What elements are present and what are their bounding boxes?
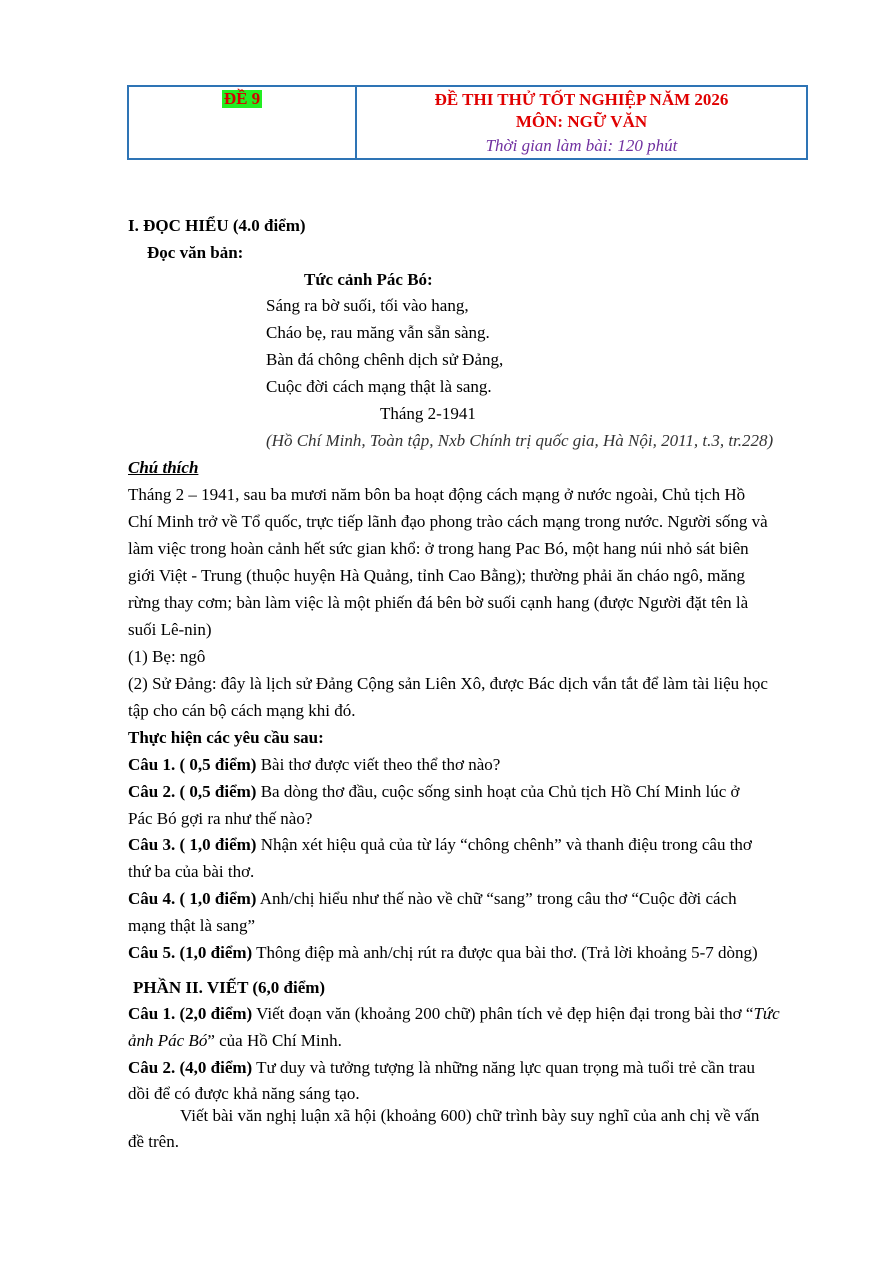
note-line: Tháng 2 – 1941, sau ba mươi năm bôn ba hoạt động cách mạng ở nước ngoài, Chủ tịch Hồ [128, 485, 746, 504]
question-text: Nhận xét hiệu quả của từ láy “chông chênh” và thanh điệu trong câu thơ [256, 835, 752, 854]
writing-question-1-cont [128, 1030, 342, 1052]
question-1 [128, 754, 500, 776]
exam-number: ĐỀ 9 [223, 89, 261, 108]
poem-title: Tức cảnh Pác Bó: [304, 270, 433, 289]
note-line: làm việc trong hoàn cảnh hết sức gian khổ: ở trong hang Pac Bó, một hang núi nhỏ sát biên [128, 539, 749, 558]
note-line: Chí Minh trở về Tổ quốc, trực tiếp lãnh đạo phong trào cách mạng trong nước. Người sống và [128, 512, 768, 531]
poem-line: Bàn đá chông chênh dịch sử Đảng, [266, 350, 504, 369]
question-2-cont: Pác Bó gợi ra như thế nào? [128, 809, 313, 828]
question-label: Câu 2. (4,0 điểm) [128, 1058, 253, 1077]
exam-number-cell [129, 87, 357, 158]
note-line: (1) Bẹ: ngô [128, 647, 206, 666]
question-label: Câu 1. ( 0,5 điểm) [128, 755, 257, 774]
reading-intro: Đọc văn bản: [147, 243, 244, 262]
exam-title-cell [357, 87, 806, 158]
writing-heading: PHẦN II. VIẾT (6,0 điểm) [133, 978, 326, 997]
poem-date: Tháng 2-1941 [380, 404, 476, 423]
writing-question-2-cont: dồi để có được khả năng sáng tạo. [128, 1084, 360, 1103]
poem-line: Cuộc đời cách mạng thật là sang. [266, 377, 492, 396]
poem-line: Cháo bẹ, rau măng vẫn sẵn sàng. [266, 323, 490, 342]
note-heading: Chú thích [128, 458, 199, 477]
question-text: Thông điệp mà anh/chị rút ra được qua bài thơ. (Trả lời khoảng 5-7 dòng) [252, 943, 758, 962]
question-label: Câu 1. (2,0 điểm) [128, 1004, 253, 1023]
exam-header-table [127, 85, 808, 160]
question-label: Câu 5. (1,0 điểm) [128, 943, 253, 962]
question-label: Câu 4. ( 1,0 điểm) [128, 889, 257, 908]
poem-name: ảnh Pác Bó [128, 1031, 208, 1050]
poem-name: Tức [753, 1004, 780, 1023]
poem-line: Sáng ra bờ suối, tối vào hang, [266, 296, 469, 315]
question-text: Viết đoạn văn (khoảng 200 chữ) phân tích vẻ đẹp hiện đại trong bài thơ “ [252, 1004, 754, 1023]
exam-time: Thời gian làm bài: 120 phút [485, 136, 678, 155]
question-text: Bài thơ được viết theo thể thơ nào? [256, 755, 501, 774]
question-4 [128, 888, 737, 910]
writing-task-line: đề trên. [128, 1132, 179, 1151]
question-3-cont: thứ ba của bài thơ. [128, 862, 255, 881]
question-2 [128, 781, 740, 803]
note-line: tập cho cán bộ cách mạng khi đó. [128, 701, 356, 720]
note-line: rừng thay cơm; bàn làm việc là một phiến đá bên bờ suối cạnh hang (được Người đặt tên là [128, 593, 749, 612]
question-4-cont: mạng thật là sang” [128, 916, 255, 935]
writing-task-line: Viết bài văn nghị luận xã hội (khoảng 600) chữ trình bày suy nghĩ của anh chị về vấn [180, 1106, 760, 1125]
task-heading: Thực hiện các yêu cầu sau: [128, 728, 324, 747]
writing-question-2 [128, 1057, 755, 1079]
note-line: suối Lê-nin) [128, 620, 212, 639]
note-line: (2) Sử Đảng: đây là lịch sử Đảng Cộng sản Liên Xô, được Bác dịch vắn tắt để làm tài liệu học [128, 674, 768, 693]
exam-title: ĐỀ THI THỬ TỐT NGHIỆP NĂM 2026 [434, 90, 729, 109]
writing-question-1 [128, 1003, 780, 1025]
question-3 [128, 834, 752, 856]
question-5 [128, 942, 758, 964]
note-line: giới Việt - Trung (thuộc huyện Hà Quảng, tỉnh Cao Bằng); thường phải ăn cháo ngô, măng [128, 566, 745, 585]
question-label: Câu 2. ( 0,5 điểm) [128, 782, 257, 801]
reading-heading: I. ĐỌC HIỂU (4.0 điểm) [128, 216, 306, 235]
poem-source: (Hồ Chí Minh, Toàn tập, Nxb Chính trị quốc gia, Hà Nội, 2011, t.3, tr.228) [266, 431, 774, 450]
question-text: Tư duy và tưởng tượng là những năng lực quan trọng mà tuổi trẻ cần trau [252, 1058, 755, 1077]
question-label: Câu 3. ( 1,0 điểm) [128, 835, 257, 854]
question-text: ” của Hồ Chí Minh. [207, 1031, 342, 1050]
question-text: Ba dòng thơ đầu, cuộc sống sinh hoạt của Chủ tịch Hồ Chí Minh lúc ở [256, 782, 740, 801]
question-text: Anh/chị hiểu như thế nào về chữ “sang” trong câu thơ “Cuộc đời cách [256, 889, 737, 908]
exam-subject: MÔN: NGỮ VĂN [515, 112, 648, 131]
